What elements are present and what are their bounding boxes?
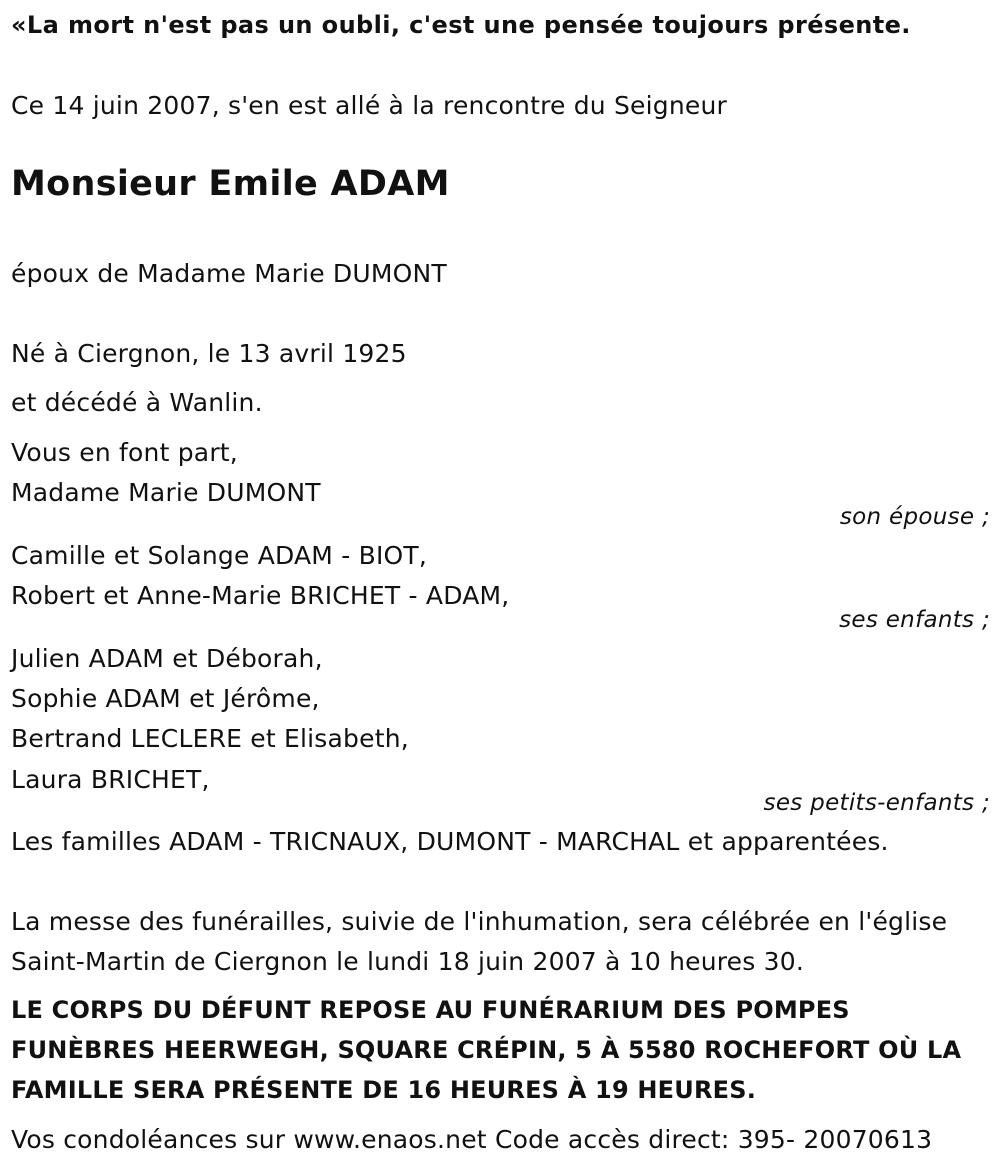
child-name: Robert et Anne-Marie BRICHET - ADAM, (11, 581, 510, 610)
relatives-line: Les familles ADAM - TRICNAUX, DUMONT - MARCHAL et apparentées. (11, 827, 889, 856)
death-announcement: Ce 14 juin 2007, s'en est allé à la rencontre du Seigneur (11, 91, 728, 120)
condolences-line: Vos condoléances sur www.enaos.net Code accès direct: 395- 20070613 (11, 1125, 933, 1154)
funerarium-notice-line: LE CORPS DU DÉFUNT REPOSE AU FUNÉRARIUM DES POMPES (11, 996, 850, 1024)
grandchild-name: Sophie ADAM et Jérôme, (11, 684, 320, 713)
grandchild-name: Laura BRICHET, (11, 765, 210, 794)
spouse-role: son épouse ; (839, 504, 990, 530)
deceased-name: Monsieur Emile ADAM (11, 164, 450, 204)
funerarium-notice-line: FUNÈBRES HEERWEGH, SQUARE CRÉPIN, 5 À 5580 ROCHEFORT OÙ LA (11, 1036, 962, 1064)
child-name: Camille et Solange ADAM - BIOT, (11, 541, 428, 570)
grandchild-name: Bertrand LECLERE et Elisabeth, (11, 724, 409, 753)
funeral-line: La messe des funérailles, suivie de l'inhumation, sera célébrée en l'église (11, 907, 948, 936)
funerarium-notice-line: FAMILLE SERA PRÉSENTE DE 16 HEURES À 19 HEURES. (11, 1076, 757, 1104)
grandchild-name: Julien ADAM et Déborah, (11, 644, 323, 673)
family-intro: Vous en font part, (11, 438, 238, 467)
death-line: et décédé à Wanlin. (11, 388, 263, 417)
birth-line: Né à Ciergnon, le 13 avril 1925 (11, 339, 407, 368)
epitaph-quote: «La mort n'est pas un oubli, c'est une pensée toujours présente. (11, 11, 911, 39)
grandchildren-role: ses petits-enfants ; (763, 790, 990, 816)
children-role: ses enfants ; (839, 607, 990, 633)
funeral-line: Saint-Martin de Ciergnon le lundi 18 juin 2007 à 10 heures 30. (11, 947, 804, 976)
spouse-line: époux de Madame Marie DUMONT (11, 259, 447, 288)
spouse-name: Madame Marie DUMONT (11, 478, 321, 507)
